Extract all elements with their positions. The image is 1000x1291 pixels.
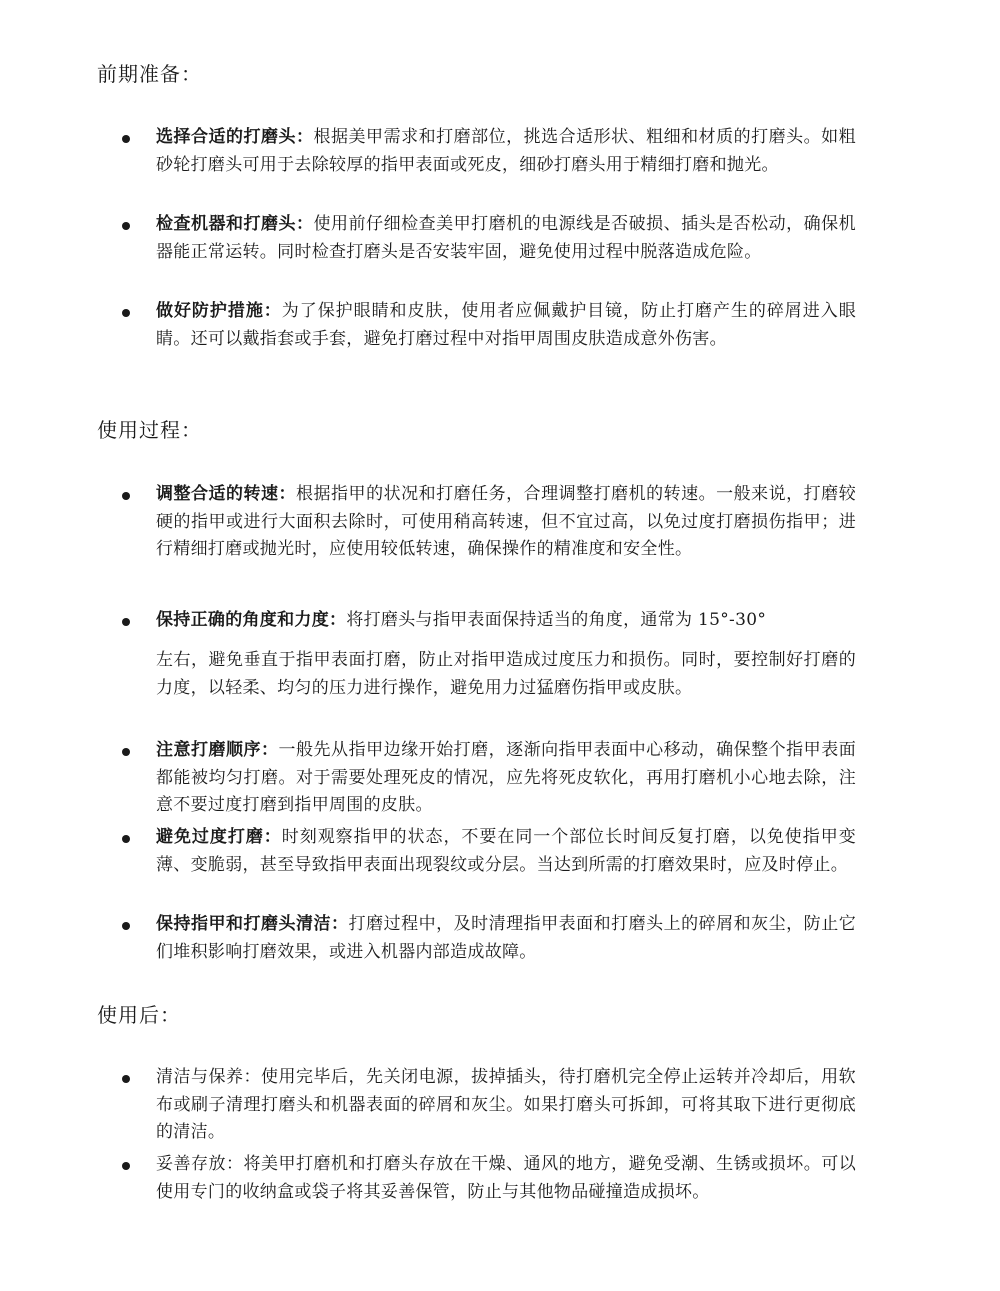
- list-item-continuation: [156, 647, 856, 702]
- bullet-icon: [122, 618, 130, 626]
- item-text: 打磨过程中，及时清理指甲表面和打磨头上的碎屑和灰尘，防止它们堆积影响打磨效果，或进入机器内部造成故障。: [156, 914, 856, 962]
- item-title: 做好防护措施：: [156, 301, 282, 321]
- item-title: 检查机器和打磨头：: [156, 214, 314, 234]
- section-heading-usage: 使用过程：: [97, 418, 202, 442]
- bullet-icon: [122, 309, 130, 317]
- list-item: [156, 607, 856, 635]
- list-item: [156, 211, 856, 266]
- item-text: 将打磨头与指甲表面保持适当的角度，通常为 15°-30°: [346, 610, 767, 630]
- item-title: 选择合适的打磨头：: [156, 127, 314, 147]
- item-title: 妥善存放：: [156, 1154, 244, 1174]
- list-item: [156, 124, 856, 179]
- item-text: 根据美甲需求和打磨部位，挑选合适形状、粗细和材质的打磨头。如粗砂轮打磨头可用于去除较厚的指甲表面或死皮，细砂打磨头用于精细打磨和抛光。: [156, 127, 856, 175]
- section-heading-preparation: 前期准备：: [97, 62, 202, 86]
- item-title: 保持指甲和打磨头清洁：: [156, 914, 349, 934]
- list-item: [156, 1151, 856, 1206]
- bullet-icon: [122, 748, 130, 756]
- bullet-icon: [122, 135, 130, 143]
- section-heading-after-use: 使用后：: [97, 1003, 181, 1027]
- item-text: 将美甲打磨机和打磨头存放在干燥、通风的地方，避免受潮、生锈或损坏。可以使用专门的收纳盒或袋子将其妥善保管，防止与其他物品碰撞造成损坏。: [156, 1154, 857, 1202]
- list-item: [156, 824, 856, 879]
- bullet-icon: [122, 492, 130, 500]
- item-title: 避免过度打磨：: [156, 827, 282, 847]
- item-text: 使用前仔细检查美甲打磨机的电源线是否破损、插头是否松动，确保机器能正常运转。同时检查打磨头是否安装牢固，避免使用过程中脱落造成危险。: [156, 214, 856, 262]
- item-title: 保持正确的角度和力度：: [156, 610, 347, 630]
- item-text: 使用完毕后，先关闭电源，拔掉插头，待打磨机完全停止运转并冷却后，用软布或刷子清理打磨头和机器表面的碎屑和灰尘。如果打磨头可拆卸，可将其取下进行更彻底的清洁。: [156, 1067, 856, 1142]
- bullet-icon: [122, 922, 130, 930]
- list-item: [156, 298, 856, 353]
- list-item: [156, 911, 856, 966]
- list-item: [156, 1064, 856, 1147]
- list-item: [156, 481, 856, 564]
- bullet-icon: [122, 222, 130, 230]
- bullet-icon: [122, 1075, 130, 1083]
- item-title: 清洁与保养：: [156, 1067, 262, 1087]
- item-text: 根据指甲的状况和打磨任务，合理调整打磨机的转速。一般来说，打磨较硬的指甲或进行大面积去除时，可使用稍高转速，但不宜过高，以免过度打磨损伤指甲；进行精细打磨或抛光时，应使用较低转速，确保操作的精准度和安全性。: [156, 484, 856, 559]
- item-text: 左右，避免垂直于指甲表面打磨，防止对指甲造成过度压力和损伤。同时，要控制好打磨的力度，以轻柔、均匀的压力进行操作，避免用力过猛磨伤指甲或皮肤。: [156, 650, 856, 698]
- item-text: 为了保护眼睛和皮肤，使用者应佩戴护目镜，防止打磨产生的碎屑进入眼睛。还可以戴指套或手套，避免打磨过程中对指甲周围皮肤造成意外伤害。: [156, 301, 856, 349]
- list-item: [156, 737, 856, 820]
- item-text: 一般先从指甲边缘开始打磨，逐渐向指甲表面中心移动，确保整个指甲表面都能被均匀打磨。对于需要处理死皮的情况，应先将死皮软化，再用打磨机小心地去除，注意不要过度打磨到指甲周围的皮肤。: [156, 740, 856, 815]
- bullet-icon: [122, 1162, 130, 1170]
- item-text: 时刻观察指甲的状态，不要在同一个部位长时间反复打磨，以免使指甲变薄、变脆弱，甚至导致指甲表面出现裂纹或分层。当达到所需的打磨效果时，应及时停止。: [156, 827, 856, 875]
- item-title: 注意打磨顺序：: [156, 740, 279, 760]
- bullet-icon: [122, 835, 130, 843]
- item-title: 调整合适的转速：: [156, 484, 297, 504]
